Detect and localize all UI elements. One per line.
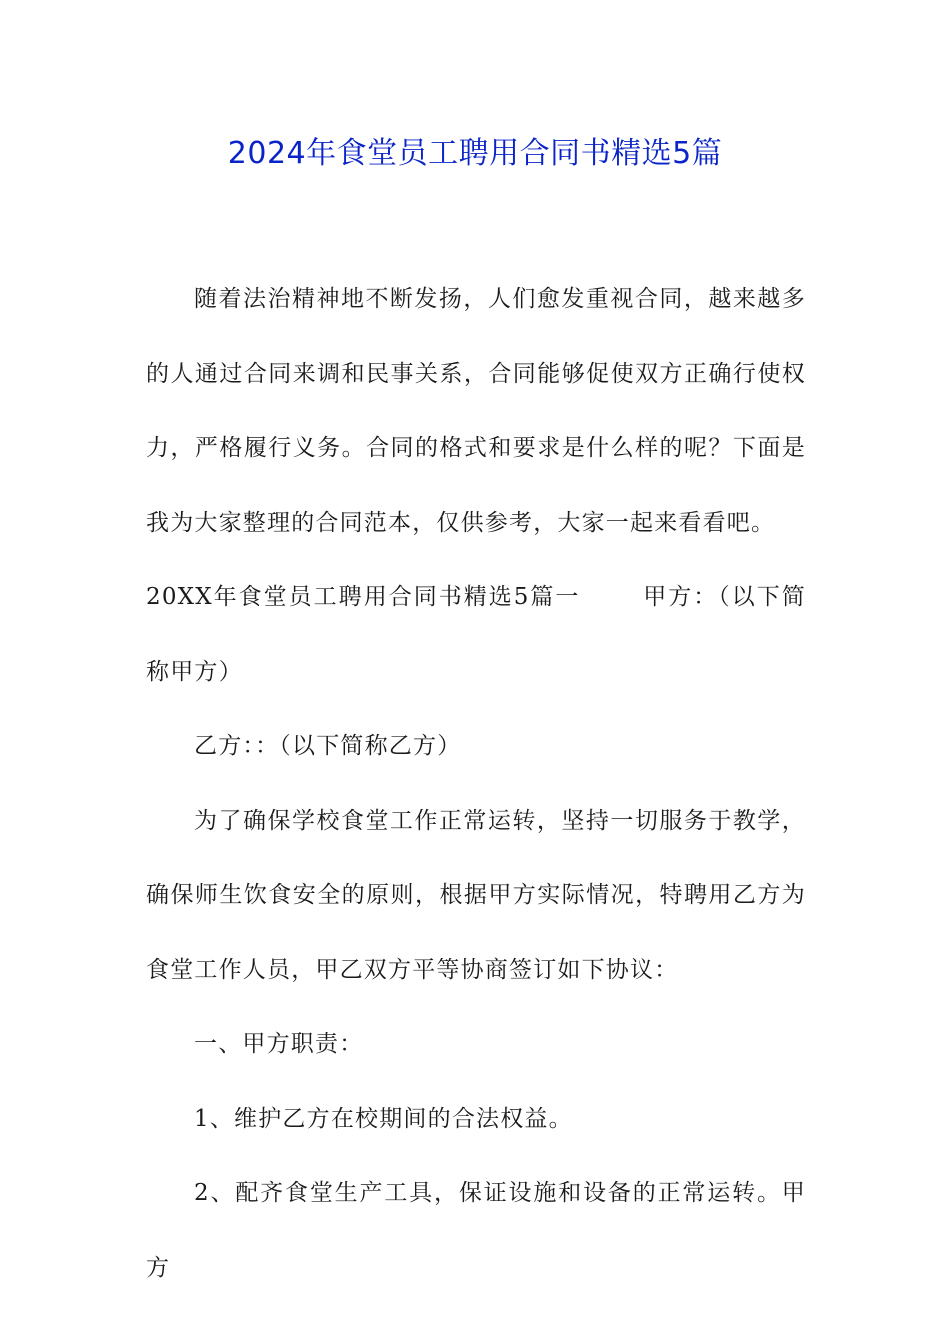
party-a-line: 甲方：（以下简称甲方） (146, 584, 806, 685)
section-heading-line (146, 560, 806, 709)
clause-item-1: 1、维护乙方在校期间的合法权益。 (194, 1105, 573, 1132)
section-heading: 20XX年食堂员工聘用合同书精选5篇一 (146, 584, 581, 610)
intro-paragraph: 随着法治精神地不断发扬，人们愈发重视合同，越来越多的人通过合同来调和民事关系，合同能够促使双方正确行使权力，严格履行义务。合同的格式和要求是什么样的呢？下面是我为大家整理的合同范本，仅供参考，大家一起来看看吧。 (146, 286, 806, 536)
document-title: 2024年食堂员工聘用合同书精选5篇 (227, 136, 723, 171)
purpose-paragraph: 为了确保学校食堂工作正常运转，坚持一切服务于教学，确保师生饮食安全的原则，根据甲方实际情况，特聘用乙方为食堂工作人员，甲乙双方平等协商签订如下协议： (146, 807, 806, 983)
document-body (146, 262, 806, 1305)
party-b-line: 乙方：：（以下简称乙方） (194, 733, 462, 759)
clause-heading: 一、甲方职责： (194, 1031, 364, 1057)
clause-item-2: 2、配齐食堂生产工具，保证设施和设备的正常运转。甲方 (146, 1180, 806, 1281)
